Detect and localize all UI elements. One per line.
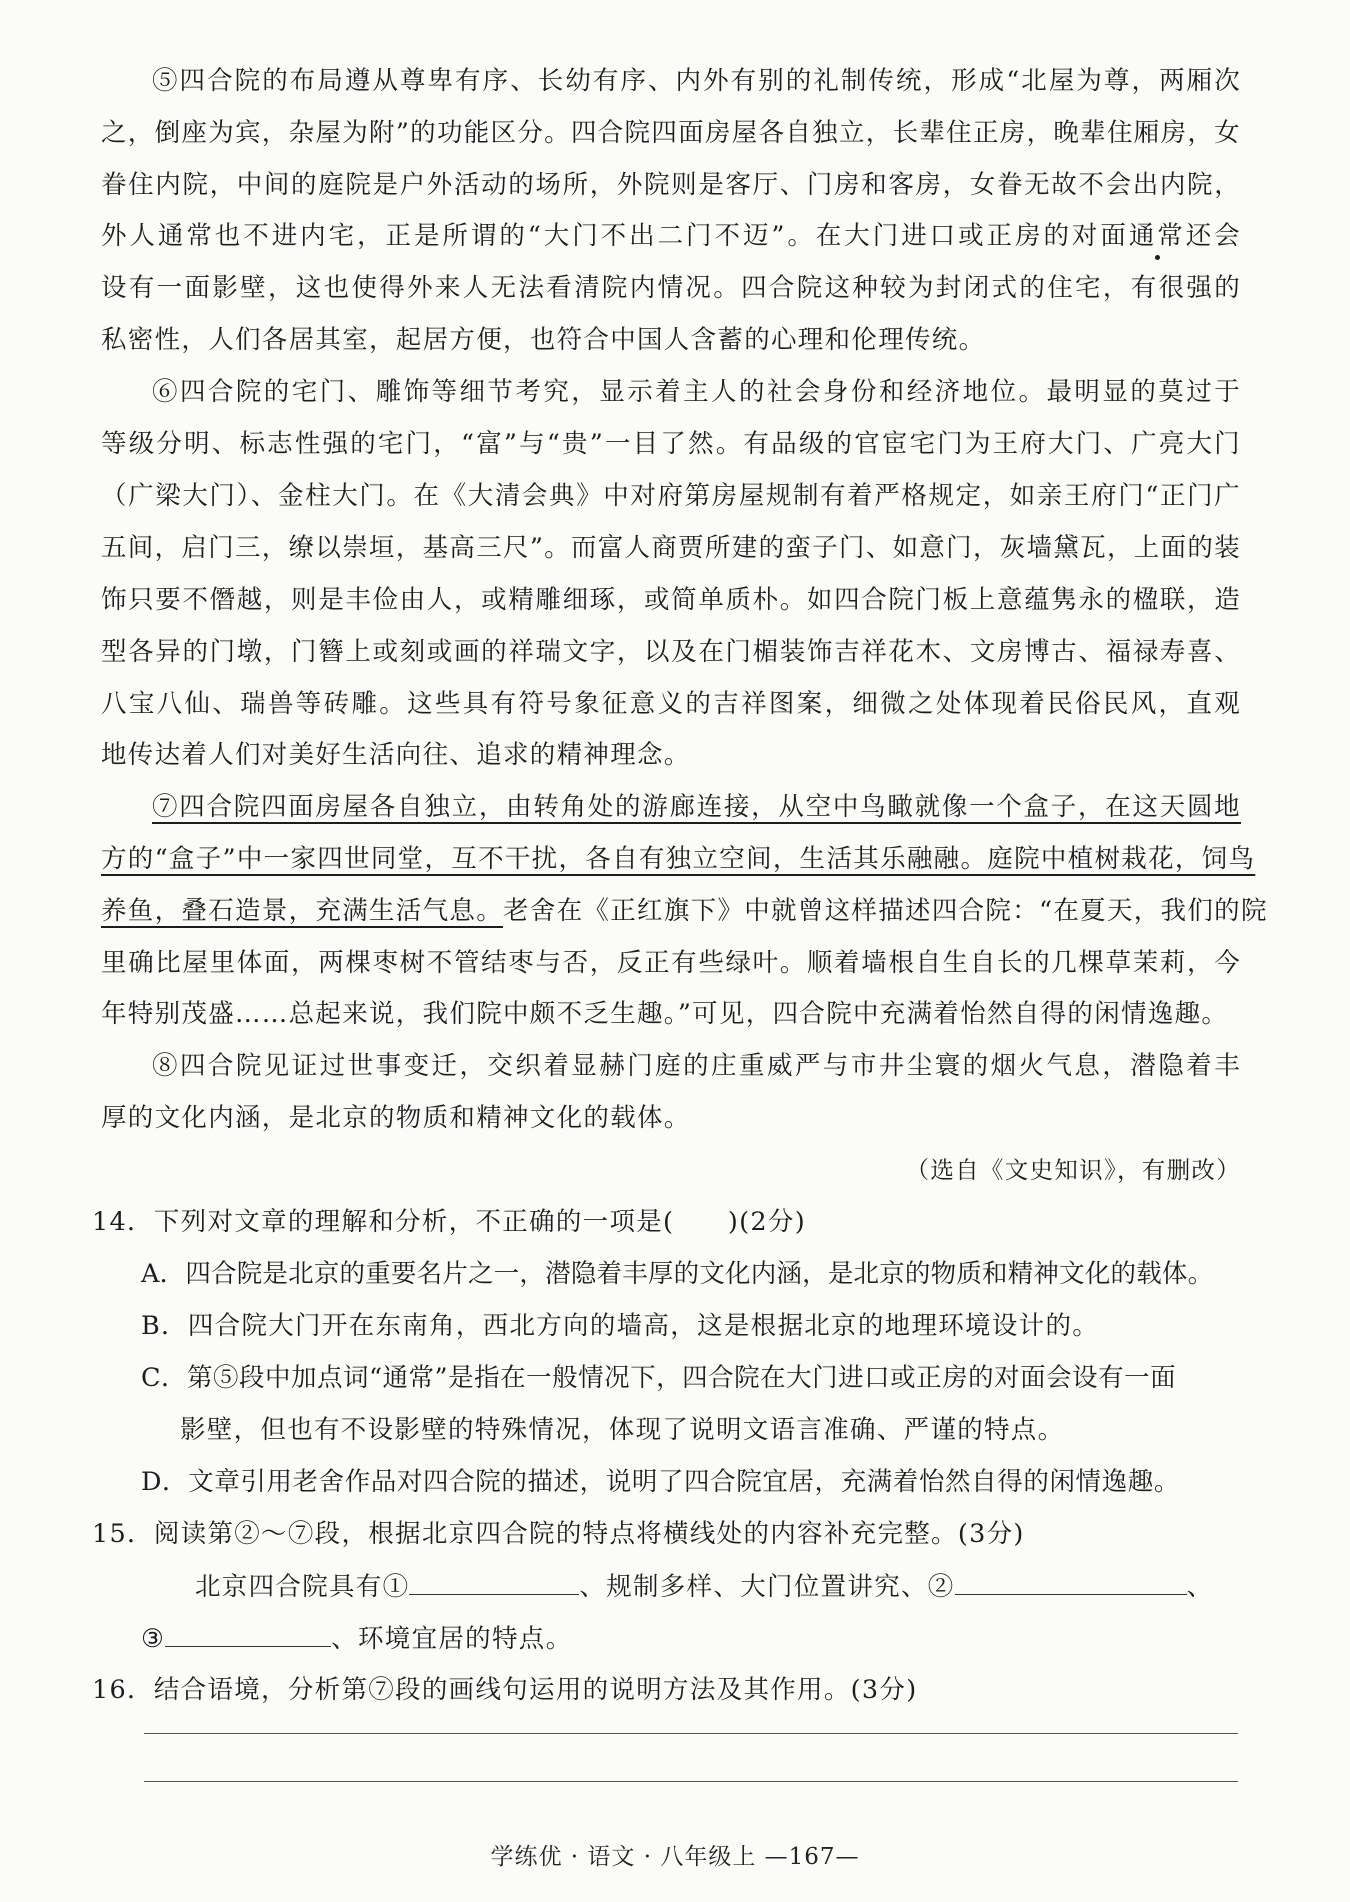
fill-text-4: ③ — [141, 1624, 166, 1654]
question-14-option-b: B．四合院大门开在东南角，西北方向的墙高，这是根据北京的地理环境设计的。 — [141, 1311, 1100, 1341]
para5-line5: 设有一面影壁，这也使得外来人无法看清院内情况。四合院这种较为封闭式的住宅，有很强的 — [101, 273, 1241, 303]
fill-text-5: 、环境宜居的特点。 — [331, 1624, 573, 1654]
question-15-stem: 15．阅读第②～⑦段，根据北京四合院的特点将横线处的内容补充完整。(3分) — [92, 1519, 1025, 1549]
para7-line3-rest: 老舍在《正红旗下》中就曾这样描述四合院：“在夏天，我们的院 — [503, 896, 1268, 926]
para5-line4-a: 外人通常也不进内宅，正是所谓的“大门不出二门不迈”。在大门进口或正房的对面 — [101, 221, 1129, 251]
question-14-option-d: D．文章引用老舍作品对四合院的描述，说明了四合院宜居，充满着怡然自得的闲情逸趣。 — [141, 1467, 1180, 1497]
fill-text-3: 、 — [1186, 1572, 1214, 1602]
answer-blank-3[interactable] — [165, 1620, 331, 1647]
para5-line4-c: 还会 — [1185, 221, 1241, 251]
answer-line-1[interactable] — [144, 1733, 1238, 1734]
para6-line1: ⑥四合院的宅门、雕饰等细节考究，显示着主人的社会身份和经济地位。最明显的莫过于 — [152, 377, 1241, 407]
answer-blank-1[interactable] — [409, 1568, 579, 1595]
para8-line1: ⑧四合院见证过世事变迁，交织着显赫门庭的庄重威严与市井尘寰的烟火气息，潜隐着丰 — [152, 1051, 1241, 1081]
para6-line8: 地传达着人们对美好生活向往、追求的精神理念。 — [101, 740, 691, 770]
para5-line4 — [101, 218, 1241, 254]
source-citation: （选自《文史知识》，有删改） — [905, 1156, 1241, 1184]
underlined-sentence: 方的“盒子”中一家四世同堂，互不干扰，各自有独立空间，生活其乐融融。庭院中植树栽花，饲鸟 — [101, 844, 1256, 874]
para6-line3: （广梁大门）、金柱大门。在《大清会典》中对府第房屋规制有着严格规定，如亲王府门“正门广 — [101, 481, 1241, 511]
question-14-option-a: A．四合院是北京的重要名片之一，潜隐着丰厚的文化内涵，是北京的物质和精神文化的载体。 — [141, 1259, 1214, 1289]
para5-line1: ⑤四合院的布局遵从尊卑有序、长幼有序、内外有别的礼制传统，形成“北屋为尊，两厢次 — [152, 66, 1241, 96]
question-14-stem: 14．下列对文章的理解和分析，不正确的一项是( )(2分) — [92, 1207, 806, 1237]
page-footer: 学练优 · 语文 · 八年级上 —167— — [490, 1844, 860, 1870]
answer-blank-2[interactable] — [955, 1568, 1187, 1595]
para6-line6: 型各异的门墩，门簪上或刻或画的祥瑞文字，以及在门楣装饰吉祥花木、文房博古、福禄寿喜、 — [101, 637, 1241, 667]
para7-line4: 里确比屋里体面，两棵枣树不管结枣与否，反正有些绿叶。顺着墙根自生自长的几棵草茉莉，今 — [101, 948, 1241, 978]
para7-line1 — [101, 789, 1241, 825]
para7-line3 — [101, 893, 1268, 929]
para6-line7: 八宝八仙、瑞兽等砖雕。这些具有符号象征意义的吉祥图案，细微之处体现着民俗民风，直观 — [101, 689, 1241, 719]
fill-text-1: 北京四合院具有① — [195, 1572, 410, 1602]
question-14-option-c-line1: C．第⑤段中加点词“通常”是指在一般情况下，四合院在大门进口或正房的对面会设有一面 — [141, 1363, 1177, 1393]
answer-line-2[interactable] — [144, 1781, 1238, 1782]
underlined-sentence: ⑦四合院四面房屋各自独立，由转角处的游廊连接，从空中鸟瞰就像一个盒子，在这天圆地 — [152, 792, 1241, 822]
para6-line4: 五间，启门三，缭以崇垣，基高三尺”。而富人商贾所建的蛮子门、如意门，灰墙黛瓦，上面的装 — [101, 533, 1241, 563]
para7-line5: 年特别茂盛……总起来说，我们院中颇不乏生趣。”可见，四合院中充满着怡然自得的闲情逸趣。 — [101, 999, 1229, 1029]
question-16-stem: 16．结合语境，分析第⑦段的画线句运用的说明方法及其作用。(3分) — [92, 1675, 918, 1705]
question-15-fill-line1 — [195, 1568, 1241, 1604]
para6-line5: 饰只要不僭越，则是丰俭由人，或精雕细琢，或简单质朴。如四合院门板上意蕴隽永的楹联，造 — [101, 585, 1241, 615]
para8-line2: 厚的文化内涵，是北京的物质和精神文化的载体。 — [101, 1103, 691, 1133]
fill-text-2: 、规制多样、大门位置讲究、② — [579, 1572, 955, 1602]
para6-line2: 等级分明、标志性强的宅门，“富”与“贵”一目了然。有品级的官宦宅门为王府大门、广亮大门 — [101, 429, 1241, 459]
para5-line2: 之，倒座为宾，杂屋为附”的功能区分。四合院四面房屋各自独立，长辈住正房，晚辈住厢房，女 — [101, 118, 1241, 148]
underlined-sentence: 养鱼，叠石造景，充满生活气息。 — [101, 896, 504, 926]
emphasis-word-tongchang: 通常 — [1128, 221, 1186, 251]
para5-line6: 私密性，人们各居其室，起居方便，也符合中国人含蓄的心理和伦理传统。 — [101, 325, 986, 355]
question-14-option-c-line2: 影壁，但也有不设影壁的特殊情况，体现了说明文语言准确、严谨的特点。 — [180, 1415, 1065, 1445]
para5-line3: 眷住内院，中间的庭院是户外活动的场所，外院则是客厅、门房和客房，女眷无故不会出内院， — [101, 170, 1241, 200]
para7-line2 — [101, 841, 1256, 877]
question-15-fill-line2 — [141, 1620, 1241, 1656]
